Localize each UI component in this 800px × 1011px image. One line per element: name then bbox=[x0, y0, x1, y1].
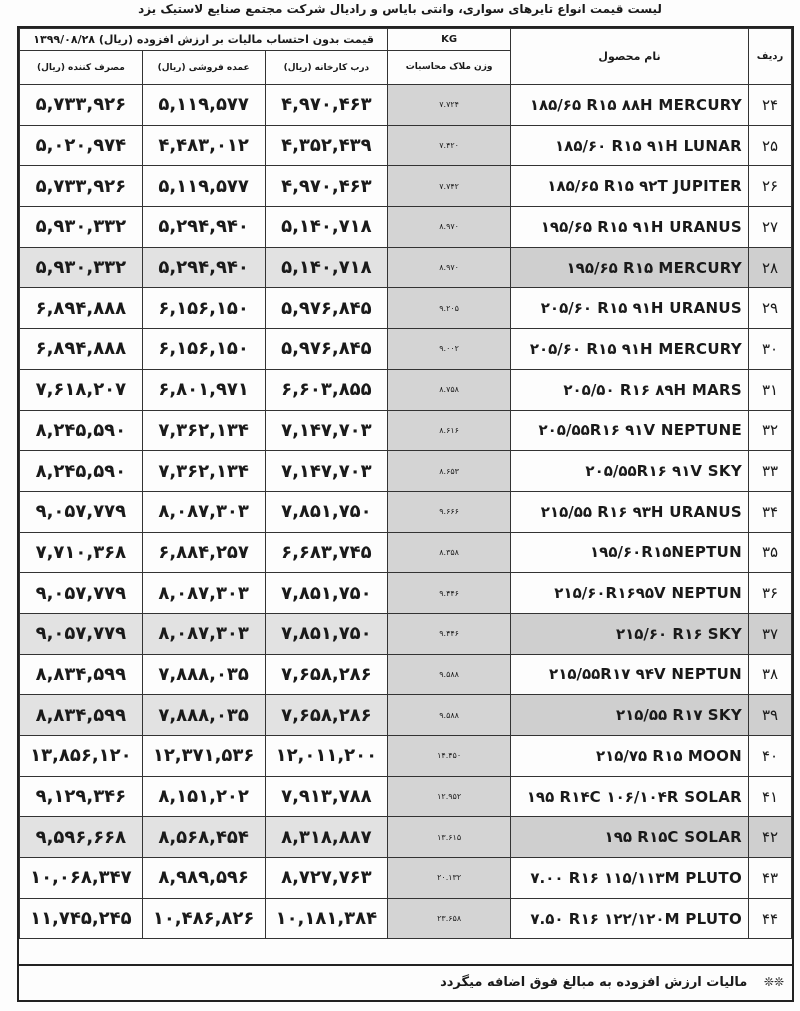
row-factory-price: ۱۰,۱۸۱,۳۸۴ bbox=[265, 898, 388, 939]
row-consumer-price: ۵,۰۲۰,۹۷۴ bbox=[20, 125, 143, 166]
table-body bbox=[20, 85, 792, 939]
header-price-group: قیمت بدون احتساب مالیات بر ارزش افزوده (ریال) ۱۳۹۹/۰۸/۲۸ bbox=[20, 29, 388, 51]
row-wholesale-price: ۱۲,۳۷۱,۵۳۶ bbox=[142, 736, 265, 777]
row-weight: ۹.۵۸۸ bbox=[388, 654, 511, 695]
row-factory-price: ۵,۹۷۶,۸۴۵ bbox=[265, 288, 388, 329]
row-rank: ۲۷ bbox=[749, 207, 792, 248]
row-rank: ۲۹ bbox=[749, 288, 792, 329]
table-row bbox=[20, 613, 792, 654]
row-rank: ۳۰ bbox=[749, 329, 792, 370]
row-weight: ۷.۷۲۴ bbox=[388, 85, 511, 126]
row-factory-price: ۶,۶۸۳,۷۴۵ bbox=[265, 532, 388, 573]
row-product-name: ۲۰۵/۵۵R۱۶ ۹۱V NEPTUNE bbox=[511, 410, 749, 451]
row-consumer-price: ۶,۸۹۴,۸۸۸ bbox=[20, 288, 143, 329]
row-wholesale-price: ۷,۳۶۲,۱۳۴ bbox=[142, 410, 265, 451]
row-weight: ۹.۲۰۵ bbox=[388, 288, 511, 329]
row-rank: ۳۶ bbox=[749, 573, 792, 614]
row-weight: ۸.۷۵۸ bbox=[388, 369, 511, 410]
header-factory-price: درب کارخانه (ریال) bbox=[265, 51, 388, 85]
row-wholesale-price: ۴,۴۸۳,۰۱۲ bbox=[142, 125, 265, 166]
row-wholesale-price: ۷,۸۸۸,۰۳۵ bbox=[142, 654, 265, 695]
price-list-sheet bbox=[17, 26, 794, 966]
row-weight: ۹.۵۸۸ bbox=[388, 695, 511, 736]
table-row bbox=[20, 532, 792, 573]
table-row bbox=[20, 695, 792, 736]
row-wholesale-price: ۷,۳۶۲,۱۳۴ bbox=[142, 451, 265, 492]
row-rank: ۴۲ bbox=[749, 817, 792, 858]
row-wholesale-price: ۶,۱۵۶,۱۵۰ bbox=[142, 288, 265, 329]
row-consumer-price: ۱۳,۸۵۶,۱۲۰ bbox=[20, 736, 143, 777]
row-rank: ۳۸ bbox=[749, 654, 792, 695]
row-product-name: ۲۰۵/۶۰ R۱۵ ۹۱H URANUS bbox=[511, 288, 749, 329]
row-factory-price: ۷,۸۵۱,۷۵۰ bbox=[265, 573, 388, 614]
table-row bbox=[20, 898, 792, 939]
row-wholesale-price: ۸,۰۸۷,۳۰۳ bbox=[142, 491, 265, 532]
row-product-name: ۱۹۵/۶۵ R۱۵ ۹۱H URANUS bbox=[511, 207, 749, 248]
row-consumer-price: ۸,۸۳۴,۵۹۹ bbox=[20, 654, 143, 695]
row-wholesale-price: ۶,۱۵۶,۱۵۰ bbox=[142, 329, 265, 370]
row-rank: ۳۷ bbox=[749, 613, 792, 654]
table-row bbox=[20, 369, 792, 410]
row-product-name: ۱۹۵/۶۵ R۱۵ MERCURY bbox=[511, 247, 749, 288]
row-weight: ۹.۴۴۶ bbox=[388, 613, 511, 654]
row-factory-price: ۵,۱۴۰,۷۱۸ bbox=[265, 247, 388, 288]
row-wholesale-price: ۸,۰۸۷,۳۰۳ bbox=[142, 613, 265, 654]
row-consumer-price: ۶,۸۹۴,۸۸۸ bbox=[20, 329, 143, 370]
row-consumer-price: ۹,۱۲۹,۳۴۶ bbox=[20, 776, 143, 817]
row-rank: ۳۵ bbox=[749, 532, 792, 573]
row-rank: ۳۹ bbox=[749, 695, 792, 736]
row-weight: ۱۳.۶۱۵ bbox=[388, 817, 511, 858]
row-wholesale-price: ۵,۱۱۹,۵۷۷ bbox=[142, 166, 265, 207]
row-factory-price: ۶,۶۰۳,۸۵۵ bbox=[265, 369, 388, 410]
footer-note-text: مالیات ارزش افزوده به مبالغ فوق اضافه میگردد bbox=[440, 975, 748, 990]
row-product-name: ۲۰۵/۵۵R۱۶ ۹۱V SKY bbox=[511, 451, 749, 492]
row-rank: ۳۳ bbox=[749, 451, 792, 492]
row-product-name: ۲۰۵/۶۰ R۱۵ ۹۱H MERCURY bbox=[511, 329, 749, 370]
row-product-name: ۲۱۵/۵۵R۱۷ ۹۴V NEPTUN bbox=[511, 654, 749, 695]
row-consumer-price: ۸,۲۴۵,۵۹۰ bbox=[20, 410, 143, 451]
row-product-name: ۱۹۵/۶۰R۱۵NEPTUN bbox=[511, 532, 749, 573]
table-row bbox=[20, 166, 792, 207]
row-wholesale-price: ۶,۸۸۴,۲۵۷ bbox=[142, 532, 265, 573]
footer-mark-icon: ❊❊ bbox=[763, 975, 784, 989]
table-row bbox=[20, 288, 792, 329]
row-consumer-price: ۹,۵۹۶,۶۶۸ bbox=[20, 817, 143, 858]
row-rank: ۲۸ bbox=[749, 247, 792, 288]
table-row bbox=[20, 817, 792, 858]
row-product-name: ۷.۵۰ R۱۶ ۱۲۲/۱۲۰M PLUTO bbox=[511, 898, 749, 939]
row-factory-price: ۷,۸۵۱,۷۵۰ bbox=[265, 613, 388, 654]
row-weight: ۸.۶۱۶ bbox=[388, 410, 511, 451]
row-factory-price: ۷,۶۵۸,۲۸۶ bbox=[265, 695, 388, 736]
row-product-name: ۲۱۵/۵۵ R۱۷ SKY bbox=[511, 695, 749, 736]
row-weight: ۸.۶۵۳ bbox=[388, 451, 511, 492]
header-weight-unit: KG bbox=[388, 29, 511, 51]
row-rank: ۴۱ bbox=[749, 776, 792, 817]
row-rank: ۲۶ bbox=[749, 166, 792, 207]
header-row-top bbox=[20, 29, 792, 51]
row-factory-price: ۷,۹۱۳,۷۸۸ bbox=[265, 776, 388, 817]
row-wholesale-price: ۸,۹۸۹,۵۹۶ bbox=[142, 858, 265, 899]
row-factory-price: ۱۲,۰۱۱,۲۰۰ bbox=[265, 736, 388, 777]
table-row bbox=[20, 329, 792, 370]
row-weight: ۲۰.۱۳۲ bbox=[388, 858, 511, 899]
table-row bbox=[20, 85, 792, 126]
footer-note bbox=[17, 966, 794, 1002]
row-wholesale-price: ۶,۸۰۱,۹۷۱ bbox=[142, 369, 265, 410]
row-consumer-price: ۹,۰۵۷,۷۷۹ bbox=[20, 613, 143, 654]
row-rank: ۴۰ bbox=[749, 736, 792, 777]
row-product-name: ۱۸۵/۶۵ R۱۵ ۸۸H MERCURY bbox=[511, 85, 749, 126]
row-consumer-price: ۵,۷۳۳,۹۲۶ bbox=[20, 85, 143, 126]
row-factory-price: ۴,۳۵۲,۴۳۹ bbox=[265, 125, 388, 166]
row-wholesale-price: ۸,۵۶۸,۴۵۴ bbox=[142, 817, 265, 858]
table-row bbox=[20, 776, 792, 817]
row-weight: ۹.۴۴۶ bbox=[388, 573, 511, 614]
table-row bbox=[20, 573, 792, 614]
row-rank: ۳۲ bbox=[749, 410, 792, 451]
row-factory-price: ۷,۱۴۷,۷۰۳ bbox=[265, 410, 388, 451]
row-consumer-price: ۹,۰۵۷,۷۷۹ bbox=[20, 491, 143, 532]
row-consumer-price: ۵,۹۳۰,۳۳۲ bbox=[20, 247, 143, 288]
header-weight: وزن ملاک محاسبات bbox=[388, 51, 511, 85]
row-factory-price: ۵,۹۷۶,۸۴۵ bbox=[265, 329, 388, 370]
row-wholesale-price: ۸,۱۵۱,۲۰۲ bbox=[142, 776, 265, 817]
row-wholesale-price: ۷,۸۸۸,۰۳۵ bbox=[142, 695, 265, 736]
row-factory-price: ۸,۳۱۸,۸۸۷ bbox=[265, 817, 388, 858]
header-consumer-price: مصرف کننده (ریال) bbox=[20, 51, 143, 85]
row-weight: ۷.۴۲۰ bbox=[388, 125, 511, 166]
row-product-name: ۲۱۵/۶۰R۱۶۹۵V NEPTUN bbox=[511, 573, 749, 614]
header-rank: ردیف bbox=[749, 29, 792, 85]
price-table bbox=[19, 28, 792, 939]
row-rank: ۲۵ bbox=[749, 125, 792, 166]
row-factory-price: ۸,۷۲۷,۷۶۳ bbox=[265, 858, 388, 899]
table-row bbox=[20, 247, 792, 288]
row-product-name: ۲۱۵/۶۰ R۱۶ SKY bbox=[511, 613, 749, 654]
row-weight: ۱۲.۹۵۲ bbox=[388, 776, 511, 817]
row-weight: ۸.۳۵۸ bbox=[388, 532, 511, 573]
row-product-name: ۲۱۵/۷۵ R۱۵ MOON bbox=[511, 736, 749, 777]
row-product-name: ۲۰۵/۵۰ R۱۶ ۸۹H MARS bbox=[511, 369, 749, 410]
row-weight: ۹.۶۶۶ bbox=[388, 491, 511, 532]
row-product-name: ۱۸۵/۶۰ R۱۵ ۹۱H LUNAR bbox=[511, 125, 749, 166]
row-consumer-price: ۷,۶۱۸,۲۰۷ bbox=[20, 369, 143, 410]
row-weight: ۲۳.۶۵۸ bbox=[388, 898, 511, 939]
row-product-name: ۷.۰۰ R۱۶ ۱۱۵/۱۱۳M PLUTO bbox=[511, 858, 749, 899]
row-consumer-price: ۹,۰۵۷,۷۷۹ bbox=[20, 573, 143, 614]
row-weight: ۹.۰۰۲ bbox=[388, 329, 511, 370]
row-wholesale-price: ۵,۱۱۹,۵۷۷ bbox=[142, 85, 265, 126]
row-consumer-price: ۸,۲۴۵,۵۹۰ bbox=[20, 451, 143, 492]
row-product-name: ۱۸۵/۶۵ R۱۵ ۹۲T JUPITER bbox=[511, 166, 749, 207]
row-product-name: ۱۹۵ R۱۵C SOLAR bbox=[511, 817, 749, 858]
row-rank: ۴۳ bbox=[749, 858, 792, 899]
table-row bbox=[20, 410, 792, 451]
row-wholesale-price: ۱۰,۴۸۶,۸۲۶ bbox=[142, 898, 265, 939]
row-rank: ۳۴ bbox=[749, 491, 792, 532]
row-weight: ۱۴.۴۵۰ bbox=[388, 736, 511, 777]
row-factory-price: ۷,۱۴۷,۷۰۳ bbox=[265, 451, 388, 492]
row-wholesale-price: ۵,۲۹۴,۹۴۰ bbox=[142, 207, 265, 248]
row-product-name: ۱۹۵ R۱۴C ۱۰۶/۱۰۴R SOLAR bbox=[511, 776, 749, 817]
row-consumer-price: ۱۰,۰۶۸,۳۴۷ bbox=[20, 858, 143, 899]
row-wholesale-price: ۸,۰۸۷,۳۰۳ bbox=[142, 573, 265, 614]
row-consumer-price: ۸,۸۳۴,۵۹۹ bbox=[20, 695, 143, 736]
row-weight: ۸.۹۷۰ bbox=[388, 247, 511, 288]
row-factory-price: ۷,۶۵۸,۲۸۶ bbox=[265, 654, 388, 695]
row-product-name: ۲۱۵/۵۵ R۱۶ ۹۳H URANUS bbox=[511, 491, 749, 532]
row-consumer-price: ۷,۷۱۰,۳۶۸ bbox=[20, 532, 143, 573]
row-consumer-price: ۵,۷۳۳,۹۲۶ bbox=[20, 166, 143, 207]
row-consumer-price: ۱۱,۷۴۵,۲۴۵ bbox=[20, 898, 143, 939]
table-row bbox=[20, 858, 792, 899]
table-row bbox=[20, 207, 792, 248]
row-factory-price: ۵,۱۴۰,۷۱۸ bbox=[265, 207, 388, 248]
table-row bbox=[20, 451, 792, 492]
header-wholesale-price: عمده فروشی (ریال) bbox=[142, 51, 265, 85]
row-rank: ۲۴ bbox=[749, 85, 792, 126]
row-factory-price: ۴,۹۷۰,۴۶۳ bbox=[265, 85, 388, 126]
row-factory-price: ۷,۸۵۱,۷۵۰ bbox=[265, 491, 388, 532]
row-wholesale-price: ۵,۲۹۴,۹۴۰ bbox=[142, 247, 265, 288]
table-row bbox=[20, 125, 792, 166]
row-weight: ۸.۹۷۰ bbox=[388, 207, 511, 248]
row-rank: ۴۴ bbox=[749, 898, 792, 939]
row-weight: ۷.۷۴۲ bbox=[388, 166, 511, 207]
table-row bbox=[20, 491, 792, 532]
table-row bbox=[20, 736, 792, 777]
row-factory-price: ۴,۹۷۰,۴۶۳ bbox=[265, 166, 388, 207]
header-product-name: نام محصول bbox=[511, 29, 749, 85]
table-row bbox=[20, 654, 792, 695]
document-title: لیست قیمت انواع تایرهای سواری، وانتی بایاس و رادیال شرکت مجتمع صنایع لاستیک یزد bbox=[138, 2, 662, 16]
row-rank: ۳۱ bbox=[749, 369, 792, 410]
row-consumer-price: ۵,۹۳۰,۳۳۲ bbox=[20, 207, 143, 248]
